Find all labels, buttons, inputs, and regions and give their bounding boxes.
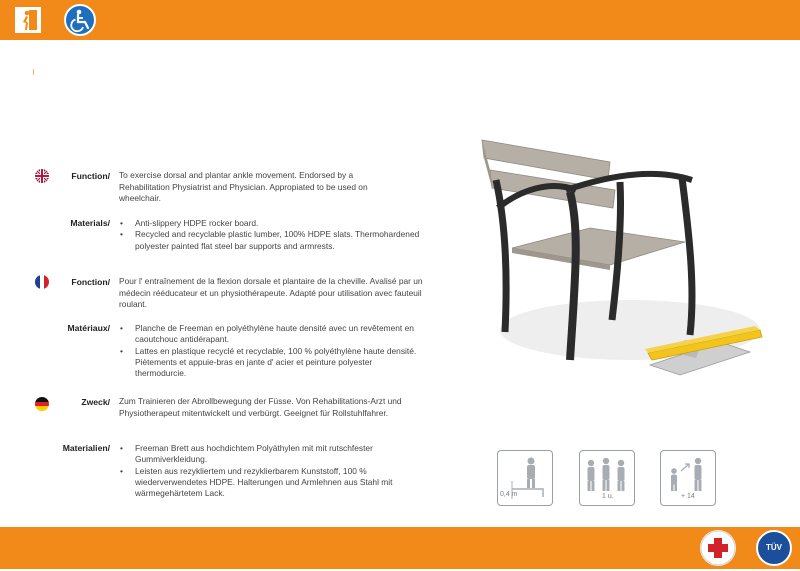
- function-text-en: To exercise dorsal and plantar ankle movement. Endorsed by a Rehabilitation Physiatrist and Physician. Appropiated to be used on wheelchair.: [119, 170, 368, 203]
- function-text-fr: Pour l' entraînement de la flexion dorsale et plantaire de la cheville. Avalisé par un médecin rééducateur et un physiothérapeute. Adapté pour utilisation avec fauteuil roulant.: [119, 276, 423, 309]
- list-item: • Freeman Brett aus hochdichtem Polyäthylen mit mit rutschfester Gummiverkleidung.: [120, 443, 430, 466]
- materials-label-fr: Matériaux/: [67, 323, 110, 333]
- materials-label-de: Materialien/: [62, 443, 110, 453]
- function-label-de: Zweck/: [81, 397, 110, 407]
- footer-bar: [0, 527, 800, 569]
- function-text-de: Zum Trainieren der Abrollbewegung der Füsse. Von Rehabilitations-Arzt und Physiotherapeut mitentwickelt und verbürgt. Geeignet für Rollstuhlfahrer.: [119, 396, 402, 418]
- users-count-pictogram: [579, 450, 635, 506]
- fall-height-pictogram: [497, 450, 553, 506]
- age-range-pictogram: [660, 450, 716, 506]
- header-bar: [0, 0, 800, 40]
- list-item: • Leisten aus rezykliertem und rezyklierbarem Kunststoff, 100 % wiederverwendetes HDPE. Halterungen und Armlehnen aus Stahl mit wärmegehärtetem Lack.: [120, 466, 430, 500]
- function-label-en: Function/: [71, 171, 110, 181]
- materials-list-de: [120, 443, 430, 499]
- list-item: • Lattes en plastique recyclé et recyclable, 100 % polyéthylène haute densité. Piètements et appuie-bras en jante d' acier et peinture polyester thermodurcie.: [120, 346, 420, 380]
- fall-height-caption: 0,4 m: [500, 491, 518, 498]
- materials-label-en: Materials/: [70, 218, 110, 228]
- users-count-caption: 1 u.: [602, 493, 614, 500]
- bench-with-rocker-board-illustration: [470, 120, 780, 380]
- list-item: • Planche de Freeman en polyéthylène haute densité avec un revêtement en caoutchouc antidérapant.: [120, 323, 420, 346]
- red-cross-icon: [700, 530, 736, 566]
- decorative-mark: [33, 69, 34, 75]
- function-label-fr: Fonction/: [71, 277, 110, 287]
- materials-list-en: [120, 218, 420, 252]
- age-range-caption: + 14: [681, 493, 695, 500]
- wheelchair-icon: [64, 4, 96, 36]
- person-pictogram-icon: [14, 6, 42, 34]
- tuv-certification-icon: TÜV: [756, 530, 792, 566]
- list-item: • Anti-slippery HDPE rocker board.: [120, 218, 420, 229]
- list-item: • Recycled and recyclable plastic lumber, 100% HDPE slats. Thermohardened polyester painted flat steel bar supports and armrests.: [120, 229, 420, 252]
- materials-list-fr: [120, 323, 420, 379]
